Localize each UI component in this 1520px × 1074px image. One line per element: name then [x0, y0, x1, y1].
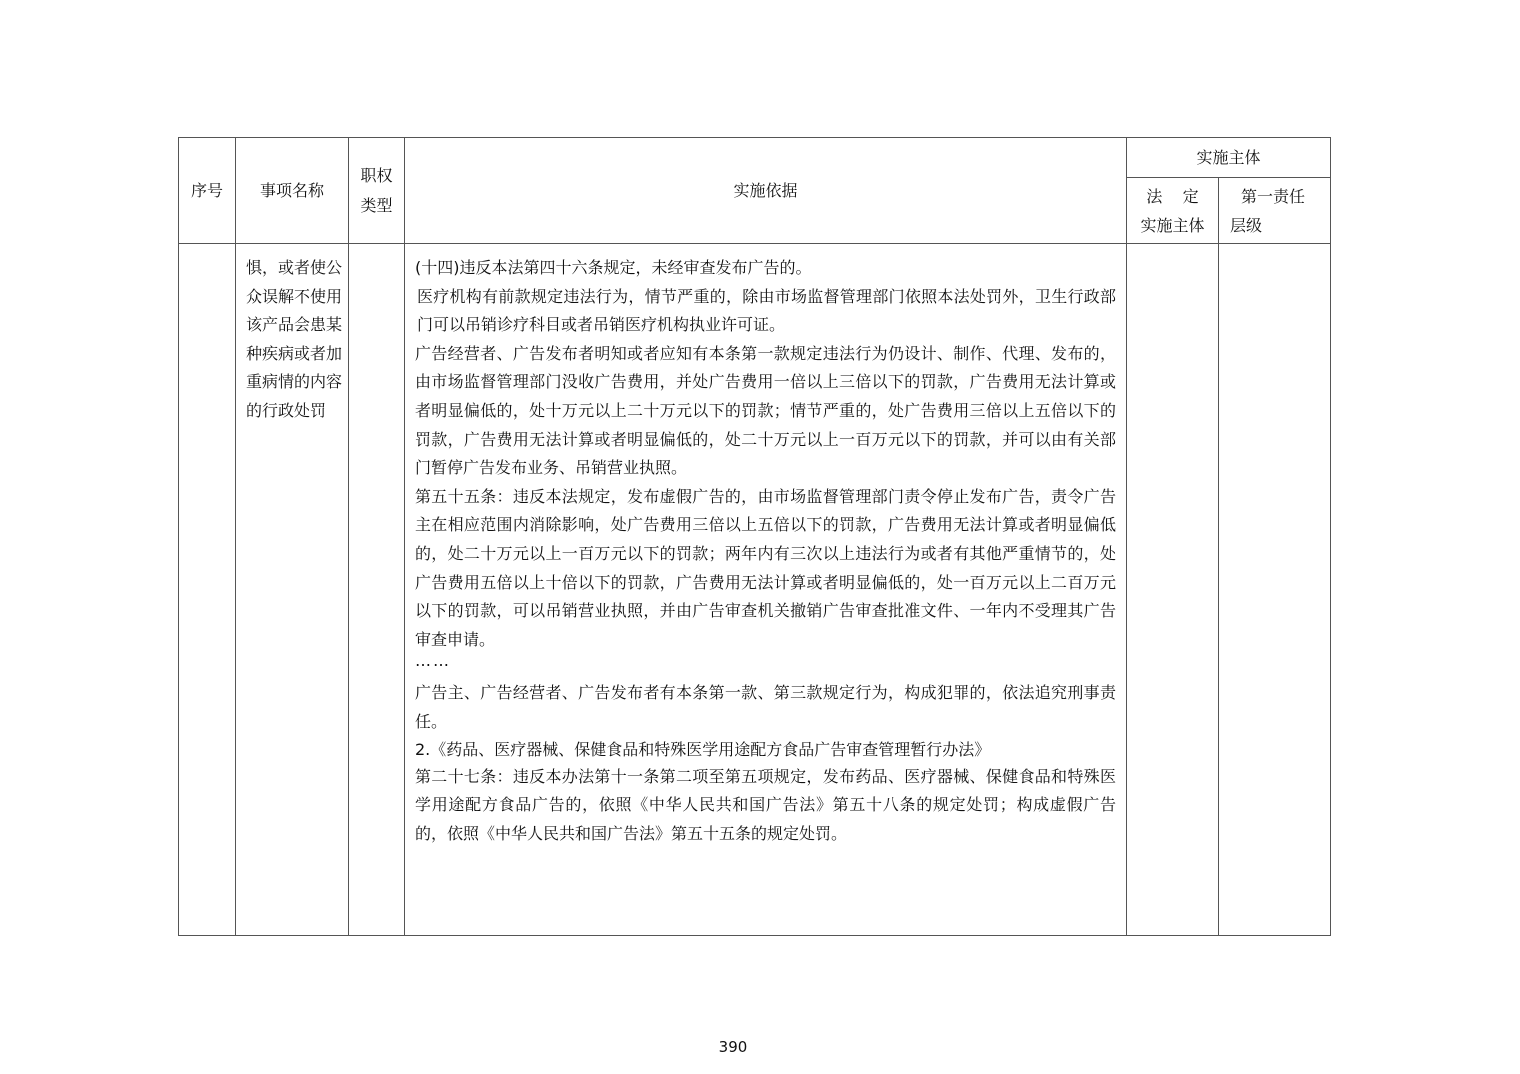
cell-legal-subject: [1127, 244, 1219, 936]
cell-item-name: 惧，或者使公众误解不使用该产品会患某种疾病或者加重病情的内容的行政处罚: [236, 244, 349, 936]
basis-paragraph: 第二十七条：违反本办法第十一条第二项至第五项规定，发布药品、医疗器械、保健食品和特殊医学用途配方食品广告的，依照《中华人民共和国广告法》第五十八条的规定处罚；构成虚假广告的，依照《中华人民共和国广告法》第五十五条的规定处罚。: [415, 766, 1116, 843]
page-number: 390: [718, 1038, 748, 1056]
header-first-resp: [1219, 178, 1331, 244]
header-power-type-line2: 类型: [360, 195, 393, 215]
header-basis: 实施依据: [405, 138, 1127, 244]
basis-ellipsis: ……: [415, 651, 451, 671]
cell-power-type: [349, 244, 405, 936]
basis-paragraph: 广告经营者、广告发布者明知或者应知有本条第一款规定违法行为仍设计、制作、代理、发布的，由市场监督管理部门没收广告费用，并处广告费用一倍以上三倍以下的罚款，广告费用无法计算或者明显偏低的，处十万元以上二十万元以下的罚款；情节严重的，处广告费用三倍以上五倍以下的罚款，广告费用无法计算或者明显偏低的，处二十万元以上一百万元以下的罚款，并可以由有关部门暂停广告发布业务、吊销营业执照。: [415, 343, 1116, 478]
basis-paragraph: 医疗机构有前款规定违法行为，情节严重的，除由市场监督管理部门依照本法处罚外，卫生行政部门可以吊销诊疗科目或者吊销医疗机构执业许可证。: [417, 286, 1116, 335]
header-subject: 实施主体: [1127, 138, 1331, 178]
header-first-resp-line2: 层级: [1230, 215, 1263, 235]
header-item-name: 事项名称: [236, 138, 349, 244]
header-power-type: [349, 138, 405, 244]
header-legal-subject-line2: 实施主体: [1140, 215, 1205, 235]
basis-paragraph: 广告主、广告经营者、广告发布者有本条第一款、第三款规定行为，构成犯罪的，依法追究刑事责任。: [415, 683, 1116, 731]
basis-paragraph: (十四)违反本法第四十六条规定，未经审查发布广告的。: [415, 258, 812, 277]
basis-paragraph: 第五十五条：违反本法规定，发布虚假广告的，由市场监督管理部门责令停止发布广告，责令广告主在相应范围内消除影响，处广告费用三倍以上五倍以下的罚款，广告费用无法计算或者明显偏低的，处二十万元以上一百万元以下的罚款；两年内有三次以上违法行为或者有其他严重情节的，处广告费用五倍以上十倍以下的罚款，广告费用无法计算或者明显偏低的，处一百万元以上二百万元以下的罚款，可以吊销营业执照，并由广告审查机关撤销广告审查批准文件、一年内不受理其广告审查申请。: [415, 486, 1116, 649]
header-legal-subject-line1: 法 定: [1146, 186, 1199, 206]
header-seq: 序号: [179, 138, 236, 244]
basis-reference-title: 2.《药品、医疗器械、保健食品和特殊医学用途配方食品广告审查管理暂行办法》: [415, 739, 991, 759]
header-power-type-line1: 职权: [360, 165, 393, 185]
cell-seq: [179, 244, 236, 936]
header-legal-subject: [1127, 178, 1219, 244]
enforcement-table: [178, 137, 1331, 936]
header-first-resp-line1: 第一责任: [1241, 186, 1306, 206]
cell-basis: [405, 244, 1127, 936]
cell-first-resp: [1219, 244, 1331, 936]
